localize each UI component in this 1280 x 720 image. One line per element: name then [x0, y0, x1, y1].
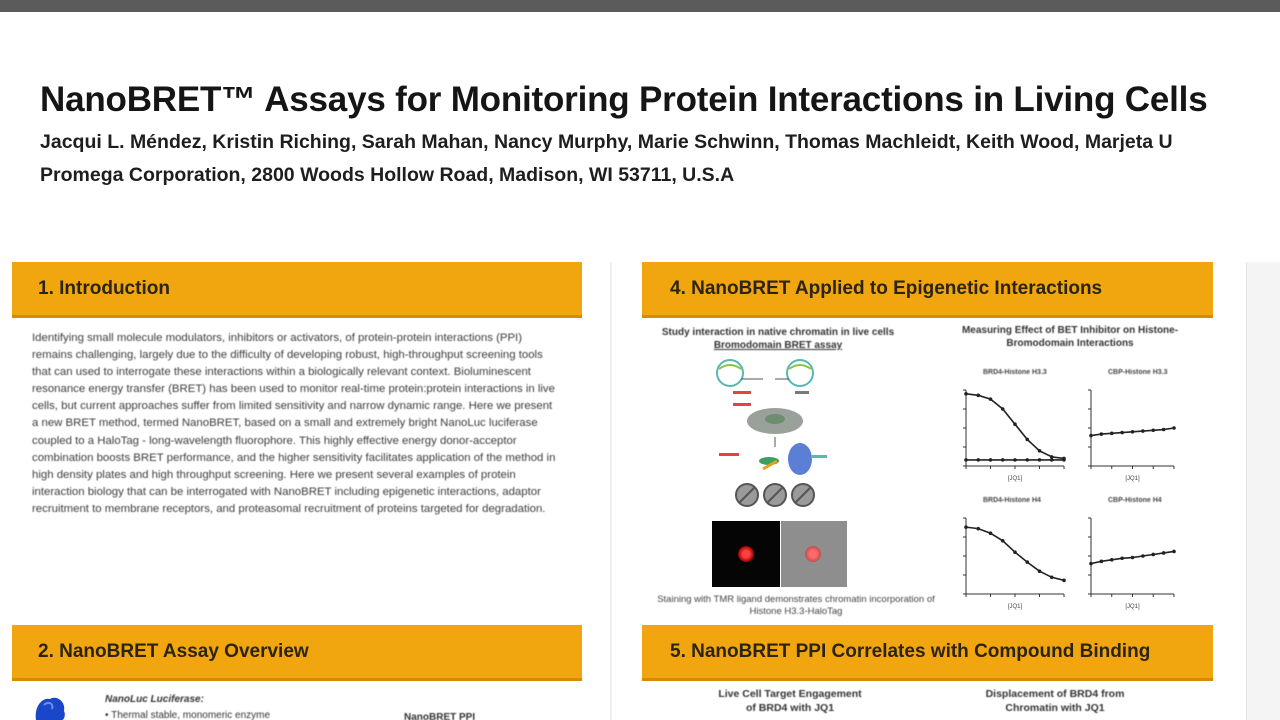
data-point	[1013, 550, 1017, 554]
data-point	[1062, 579, 1066, 583]
data-point	[1025, 458, 1029, 462]
nanoluc-bullet-text: Thermal stable, monomeric enzyme	[111, 710, 271, 720]
x-axis-label: [JQ1]	[1007, 476, 1023, 482]
data-point	[1131, 430, 1135, 434]
introduction-body: Identifying small molecule modulators, inhibitors or activators, of protein-protein interactions (PPI) remains challenging, largely due to the difficulty of developing robust, high-throughput screening tools that can used to interrogate these interactions within a biologically relevant context. Bioluminescent resonance energy transfer (BRET) has been used to monitor real-time protein:protein interactions in live cells, but current approaches suffer from limited sensitivity and narrow dynamic range. Here we present a new BRET method, termed NanoBRET, based on a small and extremely bright NanoLuc luciferase coupled to a HaloTag - long-wavelength fluorophore. This highly effective energy donor-acceptor combination boosts BRET performance, and the higher sensitivity facilitates application of the method in high density plates and high throughput screening. Here we present several examples of protein interaction biology that can be interrogated with NanoBRET including epigenetic interactions, adaptor recruitment to membrane receptors, and proteasomal recruitment of proteins targeted for degradation.	[32, 332, 556, 515]
nanoluc-bullet: • Thermal stable, monomeric enzyme	[105, 710, 271, 720]
correlation-left-caption-line2: of BRD4 with JQ1	[745, 702, 835, 714]
nanobret-ppi-label: NanoBRET PPI	[404, 712, 476, 720]
plot-1-svg	[950, 382, 1070, 482]
data-point	[976, 458, 980, 462]
data-point	[1141, 429, 1145, 433]
section-header-epigenetic: 4. NanoBRET Applied to Epigenetic Interactions	[642, 262, 1213, 318]
section-header-assay-overview: 2. NanoBRET Assay Overview	[12, 625, 582, 681]
correlation-right-caption-line2: Chromatin with JQ1	[1005, 702, 1105, 714]
nucleus-overlay-signal	[805, 546, 821, 562]
data-point	[1089, 434, 1093, 438]
plot-4-svg	[1075, 510, 1180, 610]
data-point	[1050, 458, 1054, 462]
data-point	[964, 458, 968, 462]
plot-title-3: BRD4-Histone H4	[983, 497, 1041, 504]
data-point	[964, 392, 968, 396]
x-axis-label: [JQ1]	[1007, 604, 1023, 610]
epigenetic-left-caption	[636, 326, 920, 352]
data-point	[1025, 438, 1029, 442]
data-point	[964, 525, 968, 529]
section-header-correlation: 5. NanoBRET PPI Correlates with Compound Binding	[642, 625, 1213, 681]
plot-title-4: CBP-Histone H4	[1108, 497, 1162, 504]
data-point	[989, 397, 993, 401]
data-point	[1038, 569, 1042, 573]
data-point	[1050, 575, 1054, 579]
top-bar	[0, 0, 1280, 12]
data-point	[1110, 558, 1114, 562]
plot-2-svg	[1075, 382, 1180, 482]
data-point	[1172, 550, 1176, 554]
data-point	[976, 394, 980, 398]
data-point	[1151, 553, 1155, 557]
column-divider	[610, 262, 612, 720]
data-point	[1038, 458, 1042, 462]
correlation-left-caption	[690, 687, 890, 715]
next-column-edge	[1246, 262, 1280, 720]
data-point	[1100, 560, 1104, 564]
data-point	[1151, 428, 1155, 432]
data-point	[1172, 426, 1176, 430]
correlation-right-caption	[955, 687, 1155, 715]
correlation-left-caption-line1: Live Cell Target Engagement	[718, 688, 862, 700]
poster-authors: Jacqui L. Méndez, Kristin Riching, Sarah Mahan, Nancy Murphy, Marie Schwinn, Thomas Machleidt, Keith Wood, Marjeta U	[40, 131, 1173, 153]
data-point	[989, 531, 993, 535]
plot-3	[950, 510, 1070, 610]
plot-2	[1075, 382, 1180, 482]
data-point	[1001, 407, 1005, 411]
data-point	[976, 527, 980, 531]
data-point	[1013, 422, 1017, 426]
poster-title: NanoBRET™ Assays for Monitoring Protein Interactions in Living Cells	[40, 80, 1208, 119]
data-point	[1162, 551, 1166, 555]
correlation-right-caption-line1: Displacement of BRD4 from	[985, 688, 1125, 700]
data-point	[1162, 428, 1166, 432]
plot-title-2: CBP-Histone H3.3	[1108, 369, 1168, 376]
plot-title-1: BRD4-Histone H3.3	[983, 369, 1047, 376]
microscopy-caption: Staining with TMR ligand demonstrates chromatin incorporation of Histone H3.3-HaloTag	[657, 594, 935, 617]
data-point	[1089, 562, 1093, 566]
data-point	[1131, 556, 1135, 560]
bromodomain-bret-diagram	[705, 355, 845, 513]
series-line-0	[966, 394, 1064, 459]
epigenetic-left-caption-text: Study interaction in native chromatin in live cells	[661, 327, 895, 338]
data-point	[1120, 431, 1124, 435]
data-point	[1001, 539, 1005, 543]
data-point	[1110, 432, 1114, 436]
nanoluc-structure-icon	[30, 693, 72, 720]
plot-1	[950, 382, 1070, 482]
microscopy-overlay-image	[781, 521, 847, 587]
section-header-introduction: 1. Introduction	[12, 262, 582, 318]
x-axis-label: [JQ1]	[1125, 476, 1140, 482]
data-point	[989, 458, 993, 462]
data-point	[1141, 554, 1145, 558]
plot-3-svg	[950, 510, 1070, 610]
poster-affiliation: Promega Corporation, 2800 Woods Hollow Road, Madison, WI 53711, U.S.A	[40, 164, 735, 186]
nucleus-signal	[738, 546, 754, 562]
data-point	[1062, 458, 1066, 462]
data-point	[1120, 556, 1124, 560]
microscopy-fluorescence-image	[712, 521, 780, 587]
data-point	[1100, 432, 1104, 436]
data-point	[1013, 458, 1017, 462]
epigenetic-left-caption-sub: Bromodomain BRET assay	[713, 340, 843, 351]
plot-4	[1075, 510, 1180, 610]
x-axis-label: [JQ1]	[1125, 604, 1140, 610]
data-point	[1001, 458, 1005, 462]
data-point	[1025, 560, 1029, 564]
data-point	[1038, 449, 1042, 453]
nanoluc-label: NanoLuc Luciferase:	[105, 694, 204, 705]
epigenetic-right-caption: Measuring Effect of BET Inhibitor on Histone-Bromodomain Interactions	[961, 325, 1179, 349]
